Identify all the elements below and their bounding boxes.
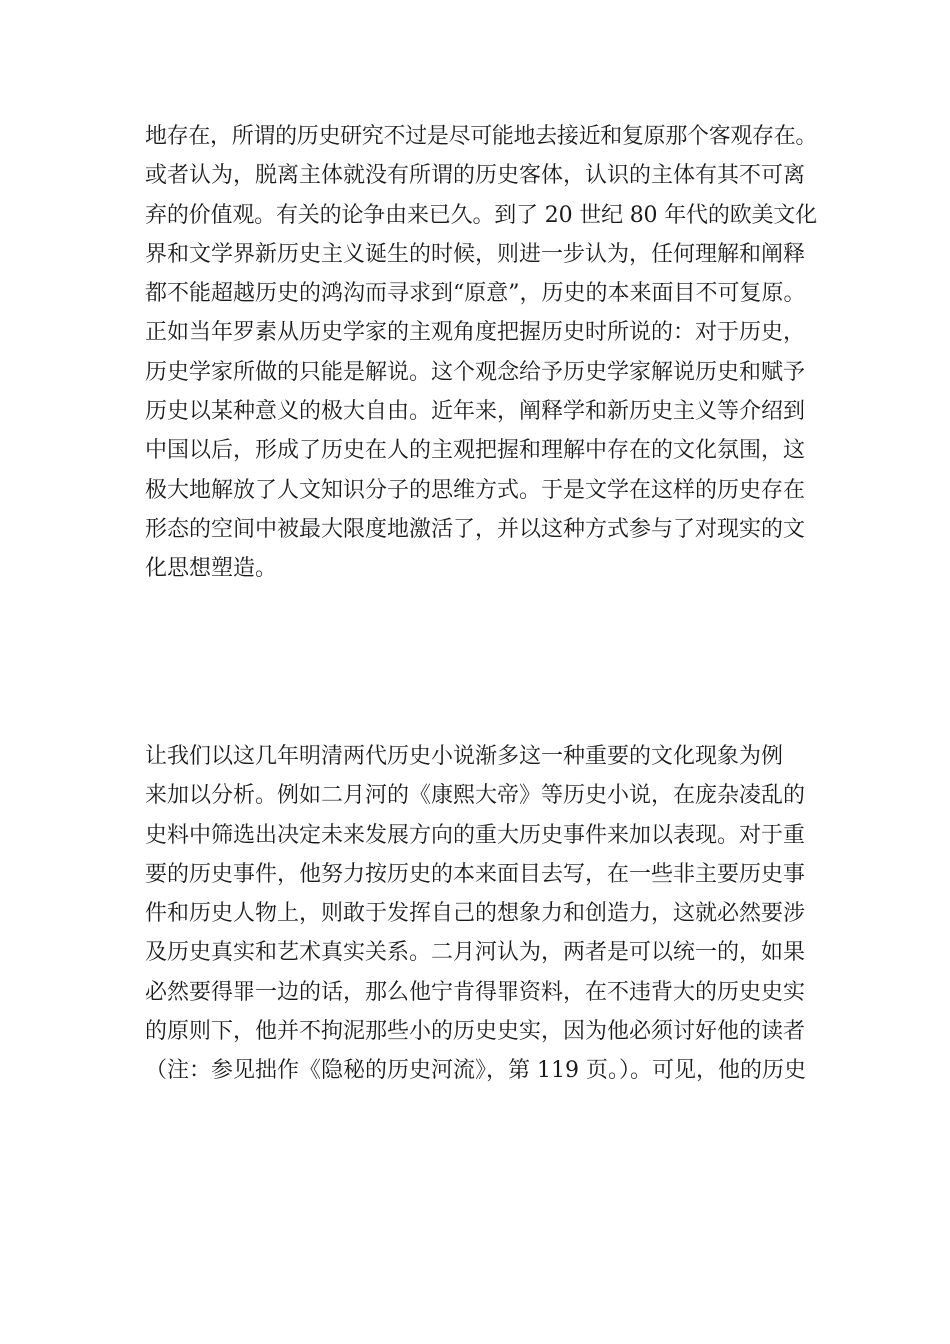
text-line: 让我们以这几年明清两代历史小说渐多这一种重要的文化现象为例: [145, 744, 784, 769]
text-line: 界和文学界新历史主义诞生的时候，则进一步认为，任何理解和阐释: [145, 241, 806, 267]
text-line: 极大地解放了人文知识分子的思维方式。于是文学在这样的历史存在: [145, 477, 806, 503]
text-line: 地存在，所谓的历史研究不过是尽可能地去接近和复原那个客观存在。: [145, 124, 818, 149]
text-line: 要的历史事件，他努力按历史的本来面目去写，在一些非主要历史事: [145, 861, 806, 887]
text-line: 必然要得罪一边的话，那么他宁肯得罪资料，在不违背大的历史史实: [145, 979, 806, 1005]
text-line: 来加以分析。例如二月河的《康熙大帝》等历史小说，在庞杂凌乱的: [145, 783, 806, 809]
text-line: 正如当年罗素从历史学家的主观角度把握历史时所说的：对于历史，: [145, 320, 806, 346]
paragraph-2: [145, 737, 817, 1091]
text-line: 史料中筛选出决定未来发展方向的重大历史事件来加以表现。对于重: [145, 822, 806, 848]
paragraph-1: [145, 117, 817, 589]
text-line: 都不能超越历史的鸿沟而寻求到“原意”，历史的本来面目不可复原。: [145, 281, 806, 307]
text-line: 历史以某种意义的极大自由。近年来，阐释学和新历史主义等介绍到: [145, 399, 806, 425]
text-line: 的原则下，他并不拘泥那些小的历史史实，因为他必须讨好他的读者: [145, 1019, 806, 1045]
text-line: 弃的价值观。有关的论争由来已久。到了 20 世纪 80 年代的欧美文化: [145, 202, 818, 228]
text-line: 件和历史人物上，则敢于发挥自己的想象力和创造力，这就必然要涉: [145, 901, 806, 927]
text-line: （注：参见拙作《隐秘的历史河流》，第 119 页。）。可见，他的历史: [145, 1058, 806, 1084]
text-line: 中国以后，形成了历史在人的主观把握和理解中存在的文化氛围，这: [145, 438, 806, 464]
text-line: 形态的空间中被最大限度地激活了，并以这种方式参与了对现实的文: [145, 516, 806, 542]
text-line: 历史学家所做的只能是解说。这个观念给予历史学家解说历史和赋予: [145, 359, 806, 385]
text-line: 或者认为，脱离主体就没有所谓的历史客体，认识的主体有其不可离: [145, 163, 806, 189]
text-line: 及历史真实和艺术真实关系。二月河认为，两者是可以统一的，如果: [145, 940, 806, 966]
text-line: 化思想塑造。: [145, 556, 278, 582]
